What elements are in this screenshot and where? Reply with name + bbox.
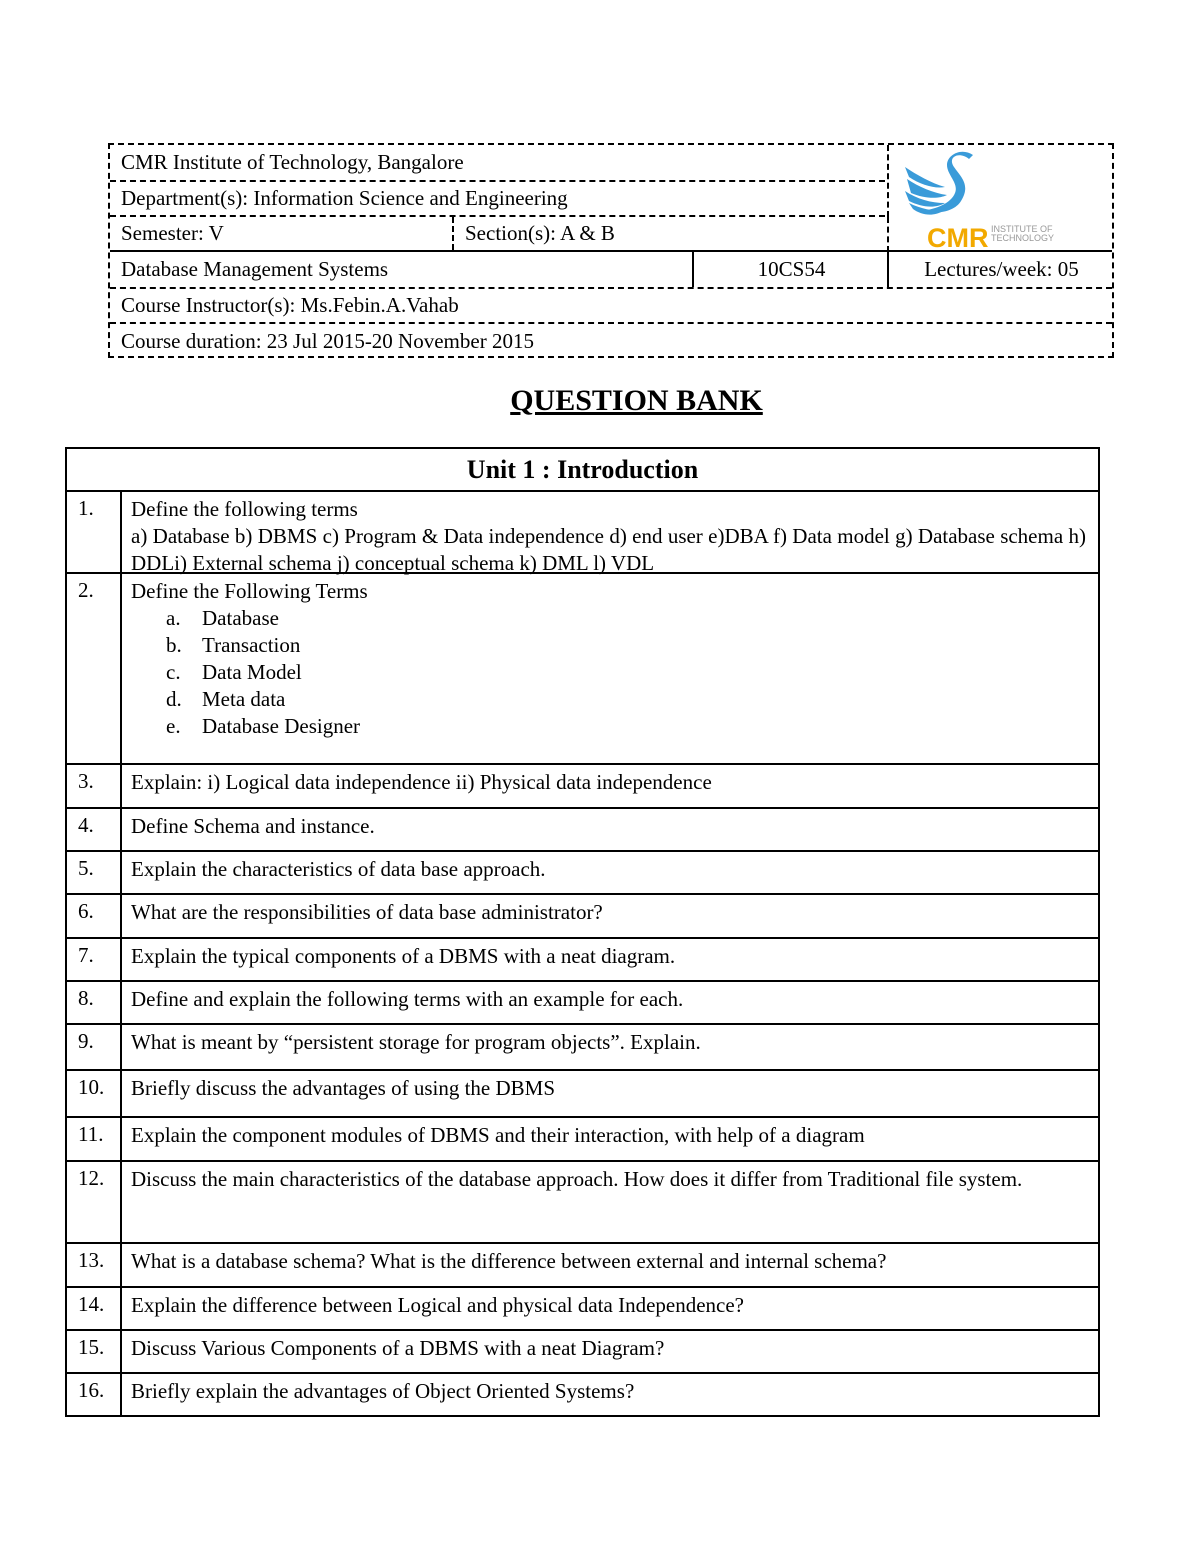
question-row: 10. Briefly discuss the advantages of using the DBMS: [67, 1071, 1098, 1118]
question-row: 16. Briefly explain the advantages of Object Oriented Systems?: [67, 1374, 1098, 1417]
header-row-course: [110, 252, 1112, 289]
swan-icon: [899, 149, 1019, 229]
question-row: 15. Discuss Various Components of a DBMS with a neat Diagram?: [67, 1331, 1098, 1374]
question-text: What is a database schema? What is the difference between external and internal schema?: [131, 1249, 887, 1273]
department-name: Department(s): Information Science and Engineering: [121, 186, 568, 210]
question-text: Define Schema and instance.: [131, 814, 375, 838]
unit-title: Unit 1 : Introduction: [67, 449, 1098, 492]
question-row: 14. Explain the difference between Logical and physical data Independence?: [67, 1288, 1098, 1331]
question-text: Explain the characteristics of data base approach.: [131, 857, 546, 881]
lectures-per-week: Lectures/week: 05: [924, 257, 1079, 281]
question-text: Explain: i) Logical data independence ii) Physical data independence: [131, 770, 712, 794]
question-text: Discuss the main characteristics of the database approach. How does it differ from Traditional file system.: [131, 1167, 1023, 1191]
header-row-instructor: [110, 289, 1112, 324]
question-text: Briefly discuss the advantages of using the DBMS: [131, 1076, 556, 1100]
question-row: 7. Explain the typical components of a DBMS with a neat diagram.: [67, 939, 1098, 982]
question-row: 3. Explain: i) Logical data independence ii) Physical data independence: [67, 765, 1098, 809]
logo-subtitle: INSTITUTE OF TECHNOLOGY: [991, 224, 1055, 244]
question-row: 8. Define and explain the following terms with an example for each.: [67, 982, 1098, 1025]
question-row: 5. Explain the characteristics of data base approach.: [67, 852, 1098, 895]
page-title: QUESTION BANK: [510, 384, 763, 417]
list-item: d. Meta data: [166, 687, 286, 711]
course-name: Database Management Systems: [121, 257, 389, 281]
section: Section(s): A & B: [465, 221, 615, 245]
question-table: [65, 447, 1100, 1417]
semester: Semester: V: [121, 221, 224, 245]
question-row: 6. What are the responsibilities of data base administrator?: [67, 895, 1098, 939]
course-code: 10CS54: [757, 257, 826, 281]
course-header-table: [108, 143, 1114, 358]
list-item: a. Database: [166, 606, 279, 630]
question-text: Explain the typical components of a DBMS with a neat diagram.: [131, 944, 676, 968]
institute-name: CMR Institute of Technology, Bangalore: [121, 150, 464, 174]
course-instructor: Course Instructor(s): Ms.Febin.A.Vahab: [121, 293, 459, 317]
course-duration: Course duration: 23 Jul 2015-20 November 2015: [121, 328, 534, 353]
logo-cmr-text: CMR: [927, 223, 989, 253]
header-row-duration: [110, 324, 1112, 358]
question-row: 2. Define the Following Terms a. Database b. Transaction c. Data Model d. Meta data e. Database Designer: [67, 574, 1098, 765]
question-text: Explain the component modules of DBMS and their interaction, with help of a diagram: [131, 1123, 865, 1147]
question-row: 1. Define the following terms a) Database b) DBMS c) Program & Data independence d) end user e)DBA f) Data model g) Database schema h) DDLi) External schema j) conceptual schema k) DML l) VDL: [67, 492, 1098, 574]
question-text: Define the following terms: [131, 497, 358, 521]
list-item: c. Data Model: [166, 660, 302, 684]
cmr-logo: [889, 145, 1114, 252]
list-item: b. Transaction: [166, 633, 301, 657]
question-text: Define the Following Terms: [131, 579, 368, 603]
question-row: 4. Define Schema and instance.: [67, 809, 1098, 852]
header-row-institute: [110, 145, 885, 182]
question-text: Discuss Various Components of a DBMS with a neat Diagram?: [131, 1336, 665, 1360]
question-text: Explain the difference between Logical and physical data Independence?: [131, 1293, 744, 1317]
logo-wordmark: [927, 223, 1055, 254]
list-item: e. Database Designer: [166, 714, 361, 738]
question-row: 11. Explain the component modules of DBMS and their interaction, with help of a diagram: [67, 1118, 1098, 1162]
question-text: What is meant by “persistent storage for program objects”. Explain.: [131, 1030, 701, 1054]
question-text: What are the responsibilities of data base administrator?: [131, 900, 603, 924]
header-row-department: [110, 182, 885, 217]
question-text: Briefly explain the advantages of Object Oriented Systems?: [131, 1379, 635, 1403]
question-row: 13. What is a database schema? What is the difference between external and internal schema?: [67, 1244, 1098, 1288]
question-row: 12. Discuss the main characteristics of the database approach. How does it differ from Traditional file system.: [67, 1162, 1098, 1244]
question-text: Define and explain the following terms with an example for each.: [131, 987, 684, 1011]
question-subtext: a) Database b) DBMS c) Program & Data independence d) end user e)DBA f) Data model g) Database schema h) DDLi) External schema j) conceptual schema k) DML l) VDL: [131, 524, 1086, 575]
question-row: 9. What is meant by “persistent storage for program objects”. Explain.: [67, 1025, 1098, 1071]
